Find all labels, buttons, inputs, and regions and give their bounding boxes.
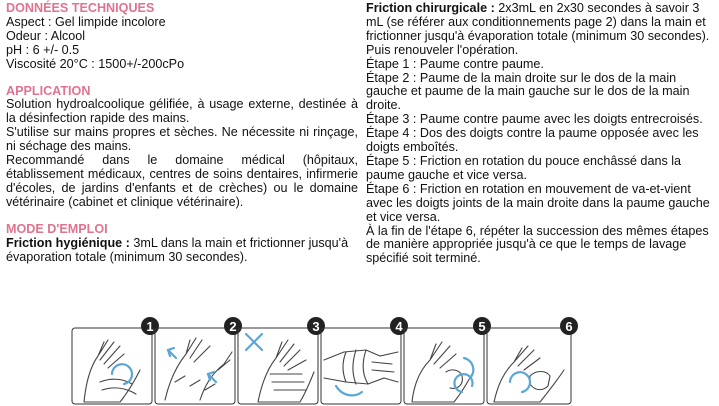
right-column	[366, 2, 714, 266]
step-3-badge	[307, 317, 325, 335]
step-3-pictogram	[238, 328, 318, 404]
step-4-number: 4	[395, 319, 403, 334]
application-paragraph-2: S'utilise sur mains propres et sèches. Ne nécessite ni rinçage, ni séchage des mains.	[6, 125, 358, 154]
step-2-badge	[224, 317, 242, 335]
left-column	[6, 2, 358, 264]
surgical-intro: 2x3mL en 2x30 secondes à savoir 3 mL (se référer aux conditionnements page 2) dans la main et frictionner jusqu'à évaporation totale (minimum 30 secondes). Puis renouveler l'opération.	[366, 1, 710, 57]
application-heading: APPLICATION	[6, 83, 91, 98]
tech-aspect: Aspect : Gel limpide incolore	[6, 14, 166, 29]
surgical-paragraph	[366, 2, 714, 58]
surgical-step-5: Étape 5 : Friction en rotation du pouce enchâssé dans la paume gauche et vice versa.	[366, 153, 682, 182]
step-1-number: 1	[146, 319, 154, 334]
step-6-number: 6	[565, 319, 573, 334]
tech-viscosite: Viscosité 20°C : 1500+/-200cPo	[6, 56, 185, 71]
step-5-number: 5	[478, 319, 486, 334]
hygienic-text: 3mL dans la main et frictionner jusqu'à évaporation totale (minimum 30 secondes).	[6, 235, 349, 264]
surgical-closing: À la fin de l'étape 6, répéter la succession des mêmes étapes de manière appropriée jusqu'à ce que le temps de lavage spécifié soit terminé.	[366, 223, 709, 266]
step-5-pictogram	[404, 328, 484, 404]
surgical-step-6: Étape 6 : Friction en rotation en mouvement de va-et-vient avec les doigts joints de la main droite dans la paume gauche et vice versa.	[366, 181, 710, 224]
surgical-step-3: Étape 3 : Paume contre paume avec les doigts entrecroisés.	[366, 112, 703, 127]
surgical-step-1: Étape 1 : Paume contre paume.	[366, 56, 544, 71]
step-2-number: 2	[229, 319, 237, 334]
tech-odeur: Odeur : Alcool	[6, 28, 86, 43]
hand-rub-pictograms	[0, 312, 719, 406]
application-paragraph-3: Recommandé dans le domaine médical (hôpitaux, établissement médicaux, centres de soins dentaires, infirmerie d'écoles, de jardins d'enfants et de crèches) ou le domaine vétérinaire (cabinet et clinique vétérinaire).	[6, 153, 358, 209]
hygienic-paragraph	[6, 237, 358, 265]
step-6-pictogram	[487, 328, 571, 404]
step-6-badge	[560, 317, 578, 335]
surgical-label: Friction chirurgicale :	[366, 1, 495, 15]
step-3-number: 3	[312, 319, 320, 334]
tech-heading: DONNÉES TECHNIQUES	[6, 1, 155, 15]
hygienic-label: Friction hygiénique :	[6, 235, 130, 250]
step-1-badge	[141, 317, 159, 335]
tech-ph: pH : 6 +/- 0.5	[6, 42, 80, 57]
surgical-step-4: Étape 4 : Dos des doigts contre la paume opposée avec les doigts emboîtés.	[366, 126, 699, 155]
surgical-step-2: Étape 2 : Paume de la main droite sur le dos de la main gauche et paume de la main gauche sur le dos de la main droite.	[366, 70, 690, 113]
step-4-badge	[390, 317, 408, 335]
application-paragraph-1: Solution hydroalcoolique gélifiée, à usage externe, destinée à la désinfection rapide des mains.	[6, 97, 358, 126]
step-4-pictogram	[321, 328, 401, 404]
step-2-pictogram	[155, 328, 235, 404]
step-5-badge	[473, 317, 491, 335]
mode-heading: MODE D'EMPLOI	[6, 221, 108, 236]
step-1-pictogram	[72, 328, 152, 404]
